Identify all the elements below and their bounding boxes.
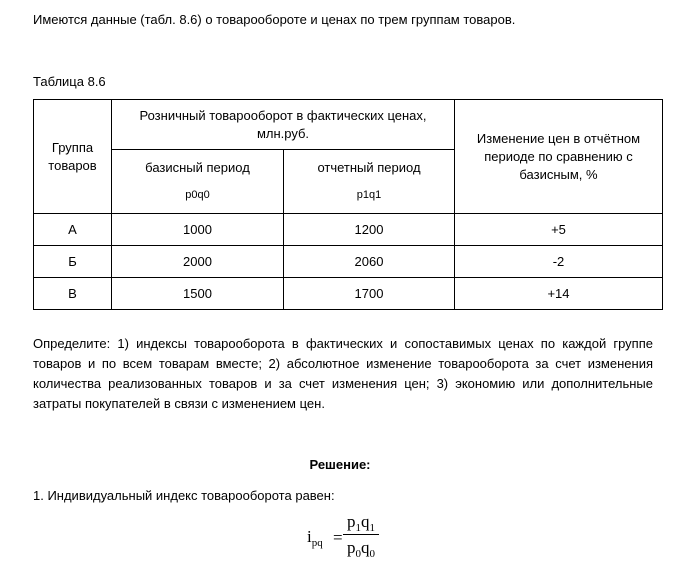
symbol-base: p0q0 [185,189,210,201]
table-row [34,278,663,310]
cell-base: 1500 [112,278,284,310]
step-1-text: 1. Индивидуальный индекс товарооборота равен: [33,488,335,503]
formula-fraction [341,512,381,560]
formula-equals: = [333,528,343,547]
header-base-period: базисный период p0q0 [112,150,284,214]
cell-change: -2 [455,246,663,278]
header-turnover: Розничный товарооборот в фактических ценах, млн.руб. [112,100,455,150]
cell-change: +14 [455,278,663,310]
symbol-report: p1q1 [356,189,382,201]
header-price-change: Изменение цен в отчётном периоде по сравнению с базисным, % [455,100,663,214]
solution-heading: Решение: [309,457,371,472]
cell-change: +5 [455,214,663,246]
cell-base: 1000 [112,214,284,246]
table-caption: Таблица 8.6 [33,74,106,89]
cell-report: 2060 [284,246,455,278]
cell-group: Б [34,246,112,278]
intro-text: Имеются данные (табл. 8.6) о товарообороте и ценах по трем группам товаров. [33,12,516,27]
task-text: Определите: 1) индексы товарооборота в фактических и сопоставимых ценах по каждой группе товаров и по всем товарам вместе; 2) абсолютное изменение товарооборота за счет изменения количества реализованных товаров и за счет изменения цен; 3) экономию или дополнительные затраты покупателей в связи с изменением цен. [33,336,653,411]
cell-base: 2000 [112,246,284,278]
cell-group: В [34,278,112,310]
cell-report: 1200 [284,214,455,246]
header-report-period: отчетный период p1q1 [284,150,455,214]
cell-group: А [34,214,112,246]
formula-denominator: $p_0q_0$ [347,538,375,560]
formula-numerator: $p_1q_1$ [347,512,375,534]
formula-lhs: $i_{pq}$ [307,527,323,549]
data-table [33,99,663,310]
table-row [34,214,663,246]
header-group: Группа товаров [34,100,112,214]
cell-report: 1700 [284,278,455,310]
table-row [34,246,663,278]
